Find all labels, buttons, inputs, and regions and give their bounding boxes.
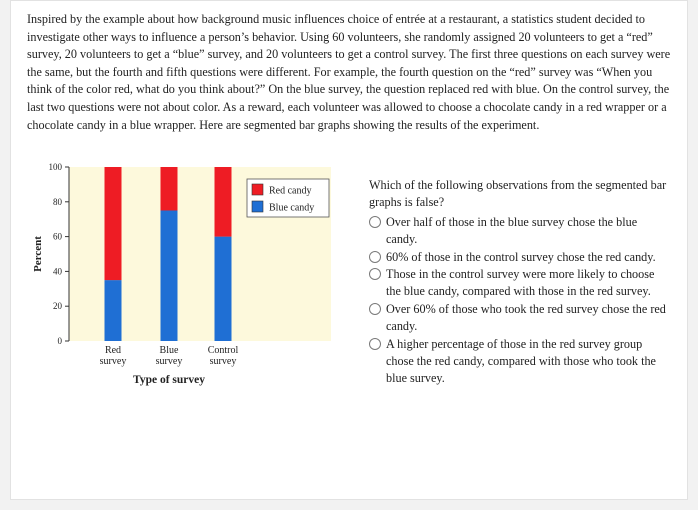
y-tick-label: 100: [48, 162, 62, 172]
x-tick-label: Blue: [159, 345, 179, 356]
answer-option-3[interactable]: [369, 266, 669, 301]
y-tick-label: 40: [53, 266, 62, 277]
radio-button[interactable]: [369, 268, 381, 280]
answer-option-5[interactable]: [369, 336, 669, 388]
bar-segment: [161, 211, 178, 342]
bar-segment: [105, 167, 122, 280]
answer-option-text: 60% of those in the control survey chose the red candy.: [386, 249, 656, 264]
x-tick-label: Control: [207, 345, 239, 356]
y-tick-label: 80: [53, 196, 62, 207]
legend-label: Red candy: [269, 185, 312, 197]
problem-passage: Inspired by the example about how background music influences choice of entrée at a restaurant, a statistics student decided to investigate other ways to influence a person’s behavior. Using 60 volunteers, she randomly assigned 20 volunteers to get a “red” survey, 20 volunteers to get a “blue” survey, and 20 volunteers to get a control survey. The first three questions on each survey were the same, but the fourth and fifth questions were different. For example, the fourth question on the “red” survey was “When you think of the color red, what do you think about?” On the blue survey, the question replaced red with blue. On the control survey, the last two questions were not about color. As a reward, each volunteer was allowed to choose a chocolate candy in a red wrapper or a chocolate candy in a blue wrapper. Here are segmented bar graphs showing the results of the experiment.: [27, 12, 671, 132]
answer-option-2[interactable]: [369, 249, 669, 266]
legend-label: Blue candy: [269, 202, 315, 214]
legend-swatch: [252, 201, 263, 212]
y-tick-label: 20: [53, 301, 62, 312]
bar-segment: [105, 280, 122, 341]
answer-option-4[interactable]: [369, 301, 669, 336]
bar-segment: [161, 167, 178, 211]
answer-option-text: Over 60% of those who took the red survey chose the red candy.: [386, 301, 666, 334]
y-axis-label: Percent: [32, 236, 44, 272]
bar-segment: [215, 167, 232, 237]
answer-option-text: Over half of those in the blue survey chose the blue candy.: [386, 214, 638, 247]
multiple-choice-question: [369, 177, 669, 388]
legend-swatch: [252, 184, 263, 195]
segmented-bar-chart: [29, 161, 359, 391]
x-tick-label: Red: [104, 345, 122, 356]
x-tick-label: survey: [155, 356, 183, 367]
bar-segment: [215, 237, 232, 341]
y-tick-label: 60: [53, 231, 62, 242]
radio-button[interactable]: [369, 303, 381, 315]
x-tick-label: survey: [209, 356, 237, 367]
x-axis-label: Type of survey: [133, 374, 205, 386]
radio-button[interactable]: [369, 251, 381, 263]
radio-button[interactable]: [369, 216, 381, 228]
y-tick-label: 0: [57, 336, 62, 346]
answer-options: [369, 214, 669, 388]
answer-option-text: Those in the control survey were more likely to choose the blue candy, compared with those in the red survey.: [386, 267, 655, 299]
question-card: [10, 0, 688, 500]
x-tick-label: survey: [99, 356, 127, 367]
answer-option-text: A higher percentage of those in the red survey group chose the red candy, compared with those who took the blue survey.: [386, 336, 656, 386]
question-stem: Which of the following observations from the segmented bar graphs is false?: [369, 178, 667, 210]
answer-option-1[interactable]: [369, 214, 669, 249]
radio-button[interactable]: [369, 338, 381, 350]
